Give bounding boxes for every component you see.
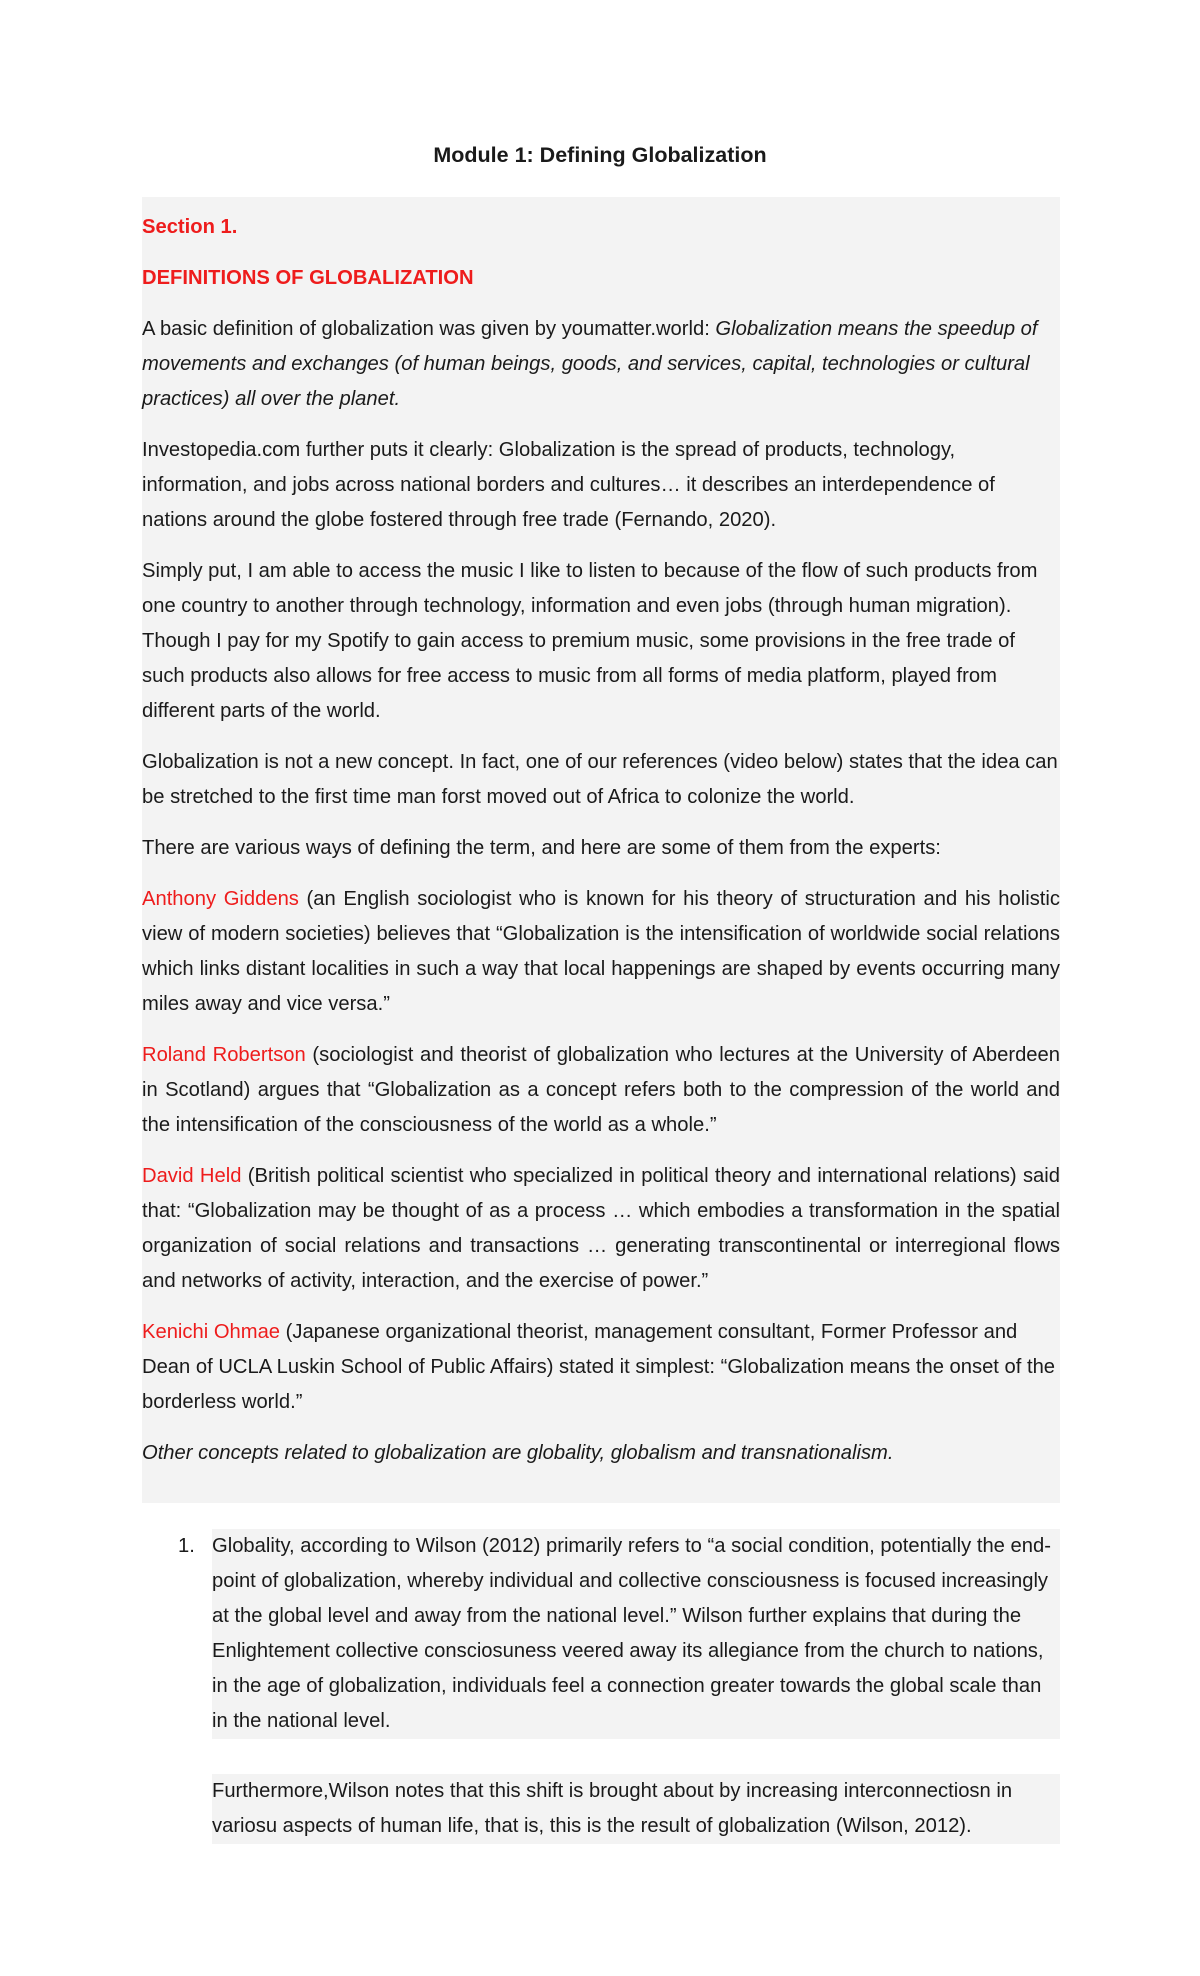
list-item-continuation <box>212 1774 1060 1844</box>
expert-name: Anthony Giddens <box>142 888 299 910</box>
paragraph-lead: A basic definition of globalization was given by youmatter.world: <box>142 318 716 340</box>
expert-text: (British political scientist who specialized in political theory and international relations) said that: “Globalization may be thought of as a process … which embodies a transformation in the spatial organization of social relations and transactions … generating transcontinental or interregional flows and networks of activity, interaction, and the exercise of power.” <box>142 1165 1060 1292</box>
paragraph-youmatter-definition <box>142 312 1060 417</box>
list-item-text: Globality, according to Wilson (2012) primarily refers to “a social condition, potentially the end-point of globalization, whereby individual and collective consciousness is focused increasingly at the global level and away from the national level.” Wilson further explains that during the Enlightement collective consciosuness veered away its allegiance from the church to nations, in the age of globalization, individuals feel a connection greater towards the global scale than in the national level. <box>212 1535 1051 1732</box>
expert-paragraph <box>142 1159 1060 1299</box>
expert-text: (sociologist and theorist of globalization who lectures at the University of Aberdeen in Scotland) argues that “Globalization as a concept refers both to the compression of the world and the intensification of the consciousness of the world as a whole.” <box>142 1044 1060 1136</box>
expert-name: Roland Robertson <box>142 1044 306 1066</box>
expert-text: (Japanese organizational theorist, management consultant, Former Professor and Dean of UCLA Luskin School of Public Affairs) stated it simplest: “Globalization means the onset of the borderless world.” <box>142 1321 1056 1413</box>
paragraph-not-new-concept: Globalization is not a new concept. In fact, one of our references (video below) states that the idea can be stretched to the first time man forst moved out of Africa to colonize the world. <box>142 751 1058 808</box>
document-title: Module 1: Defining Globalization <box>433 143 767 167</box>
expert-name: Kenichi Ohmae <box>142 1321 281 1343</box>
section-label: Section 1. <box>142 216 238 238</box>
expert-text: (an English sociologist who is known for his theory of structuration and his holistic view of modern societies) believes that “Globalization is the intensification of worldwide social relations which links distant localities in such a way that local happenings are shaped by events occurring many miles away and vice versa.” <box>142 888 1060 1015</box>
paragraph-investopedia: Investopedia.com further puts it clearly: Globalization is the spread of products, technology, information, and jobs across national borders and cultures… it describes an interdependence of nations around the globe fostered through free trade (Fernando, 2020). <box>142 439 995 531</box>
expert-paragraph <box>142 882 1060 1022</box>
section-body <box>142 210 1060 1487</box>
list-item-continuation-text: Furthermore,Wilson notes that this shift is brought about by increasing interconnectiosn in variosu aspects of human life, that is, this is the result of globalization (Wilson, 2012). <box>212 1780 1013 1837</box>
expert-paragraph <box>142 1315 1060 1420</box>
paragraph-experts-intro: There are various ways of defining the term, and here are some of them from the experts: <box>142 837 941 859</box>
definition-quote: Globalization means the speedup of movements and exchanges (of human beings, goods, and services, capital, technologies or cultural practices) all over the planet. <box>142 318 1038 410</box>
related-concepts-note: Other concepts related to globalization are globality, globalism and transnationalism. <box>142 1442 894 1464</box>
section-heading: DEFINITIONS OF GLOBALIZATION <box>142 267 474 289</box>
expert-name: David Held <box>142 1165 242 1187</box>
paragraph-spotify-example: Simply put, I am able to access the music I like to listen to because of the flow of such products from one country to another through technology, information and even jobs (through human migration). Though I pay for my Spotify to gain access to premium music, some provisions in the free trade of such products also allows for free access to music from all forms of media platform, played from different parts of the world. <box>142 560 1038 722</box>
expert-paragraph <box>142 1038 1060 1143</box>
list-item-number: 1. <box>178 1535 195 1557</box>
list-item <box>212 1529 1060 1739</box>
